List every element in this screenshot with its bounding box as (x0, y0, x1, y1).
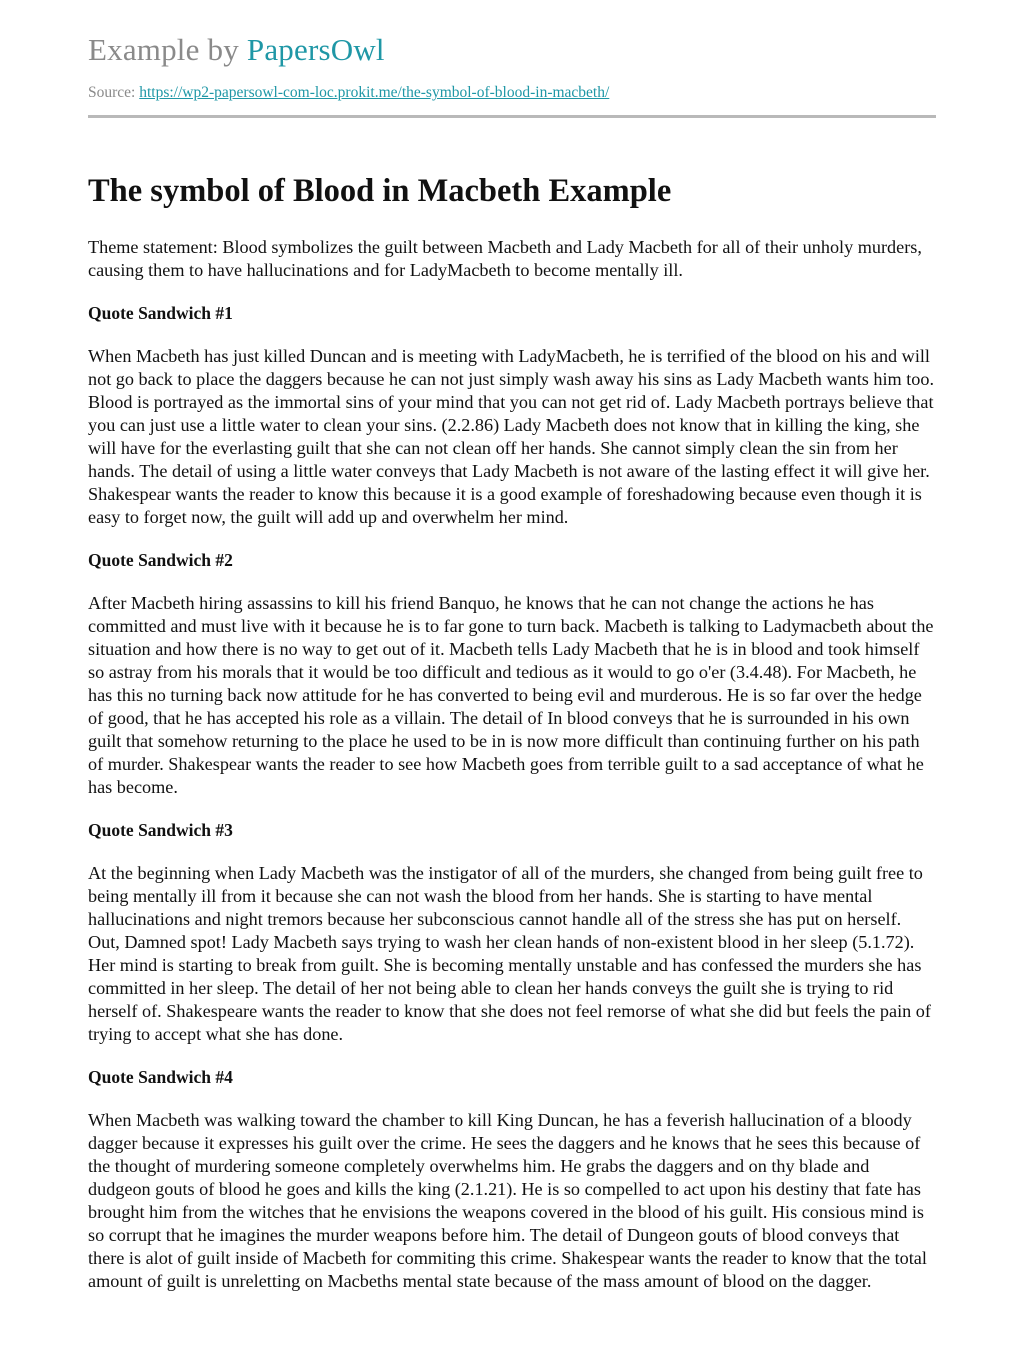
section-body-1: When Macbeth has just killed Duncan and is meeting with LadyMacbeth, he is terrified of the blood on his and will not go back to place the daggers because he can not just simply wash away his sins as Lady Macbeth wants him too. Blood is portrayed as the immortal sins of your mind that you can not get rid of. Lady Macbeth portrays believe that you can just use a little water to clean your sins. (2.2.86) Lady Macbeth does not know that in killing the king, she will have for the everlasting guilt that she can not clean off her hands. She cannot simply clean the sin from her hands. The detail of using a little water conveys that Lady Macbeth is not aware of the lasting effect it will give her. Shakespear wants the reader to know this because it is a good example of foreshadowing because even though it is easy to forget now, the guilt will add up and overwhelm her mind. (88, 346, 935, 527)
section-heading-2: Quote Sandwich #2 (88, 550, 233, 570)
section-heading-4: Quote Sandwich #4 (88, 1067, 233, 1087)
source-line (88, 83, 936, 103)
article-title: The symbol of Blood in Macbeth Example (88, 173, 672, 209)
source-link[interactable]: https://wp2-papersowl-com-loc.prokit.me/the-symbol-of-blood-in-macbeth/ (139, 84, 610, 101)
section-heading-1: Quote Sandwich #1 (88, 303, 233, 323)
section-body-4: When Macbeth was walking toward the chamber to kill King Duncan, he has a feverish hallucination of a bloody dagger because it expresses his guilt over the crime. He sees the daggers and he knows that he sees this because of the thought of murdering someone completely overwhelms him. He grabs the daggers and on thy blade and dudgeon gouts of blood he goes and kills the king (2.1.21). He is so compelled to act upon his destiny that fate has brought him from the witches that he envisions the weapons covered in the blood of his guilt. His consious mind is so corrupt that he imagines the murder weapons before him. The detail of Dungeon gouts of blood conveys that there is alot of guilt inside of Macbeth for commiting this crime. Shakespear wants the reader to know that the total amount of guilt is unreletting on Macbeths mental state because of the mass amount of blood on the dagger. (88, 1110, 927, 1291)
brand-header (88, 30, 936, 70)
section-body-3: At the beginning when Lady Macbeth was the instigator of all of the murders, she changed from being guilt free to being mentally ill from it because she can not wash the blood from her hands. She is starting to have mental hallucinations and night tremors because her subconscious cannot handle all of the stress she has put on herself. Out, Damned spot! Lady Macbeth says trying to wash her clean hands of non-existent blood in her sleep (5.1.72). Her mind is starting to break from guilt. She is becoming mentally unstable and has confessed the murders she has committed in her sleep. The detail of her not being able to clean her hands conveys the guilt she is trying to rid herself of. Shakespeare wants the reader to know that she does not feel remorse of what she did but feels the pain of trying to accept what she has done. (88, 863, 931, 1044)
theme-statement: Theme statement: Blood symbolizes the guilt between Macbeth and Lady Macbeth for all of their unholy murders, causing them to have hallucinations and for LadyMacbeth to become mentally ill. (88, 237, 922, 280)
section-heading-3: Quote Sandwich #3 (88, 820, 233, 840)
brand-name: PapersOwl (246, 32, 385, 67)
brand-prefix: Example by (88, 32, 247, 67)
header-divider (88, 115, 936, 118)
section-body-2: After Macbeth hiring assassins to kill his friend Banquo, he knows that he can not change the actions he has committed and must live with it because he is to far gone to turn back. Macbeth is talking to Ladymacbeth about the situation and how there is no way to get out of it. Macbeth tells Lady Macbeth that he is in blood and took himself so astray from his morals that it would be too difficult and tedious as it would to go o'er (3.4.48). For Macbeth, he has this no turning back now attitude for he has converted to being evil and murderous. He is so far over the hedge of good, that he has accepted his role as a villain. The detail of In blood conveys that he is surrounded in his own guilt that somehow returning to the place he used to be in is now more difficult than continuing further on his path of murder. Shakespear wants the reader to see how Macbeth goes from terrible guilt to a sad acceptance of what he has become. (88, 593, 934, 797)
document-page (88, 0, 936, 1293)
source-label: Source: (88, 84, 140, 101)
